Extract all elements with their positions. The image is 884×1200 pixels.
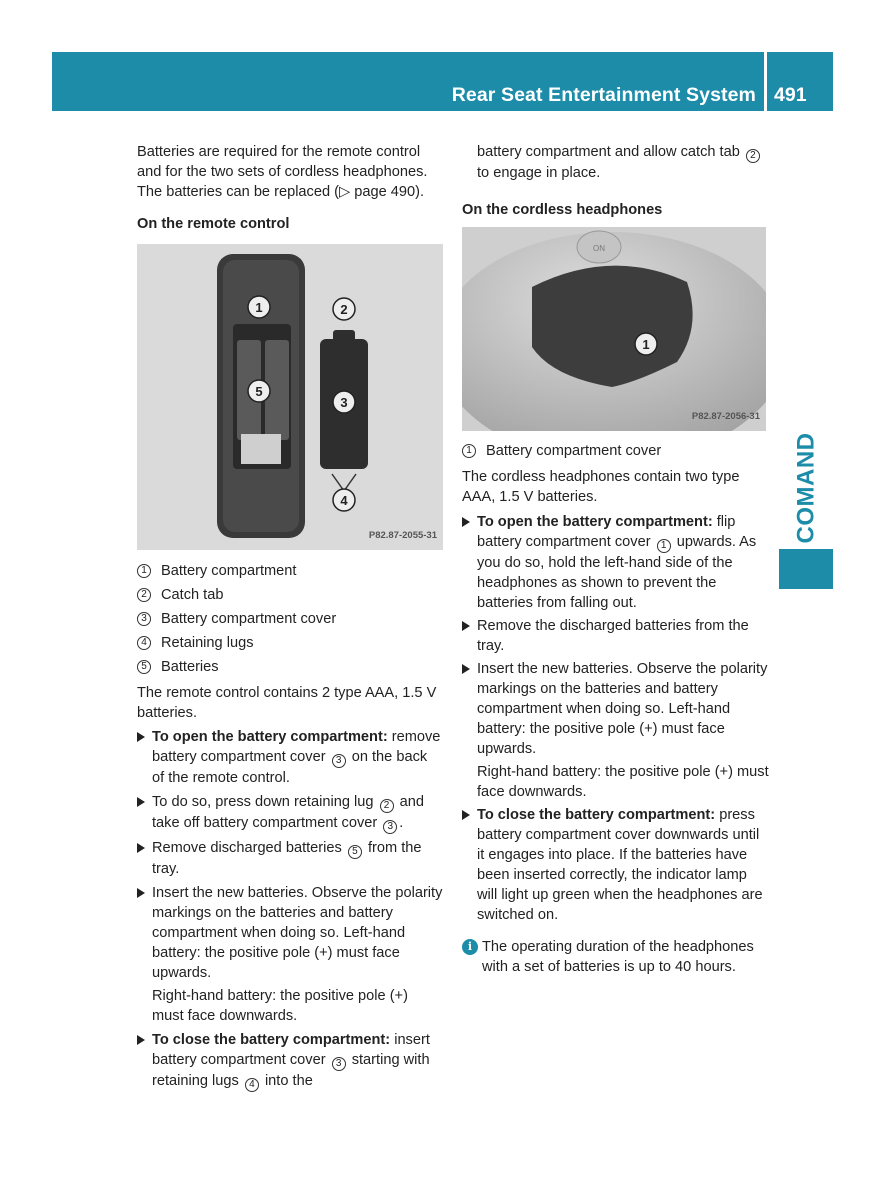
legend-text: Battery compartment (161, 563, 297, 579)
headphones-illustration (462, 227, 766, 431)
callout-3: 3 (332, 1057, 346, 1071)
step-arrow-icon (462, 621, 470, 631)
callout-2: 2 (746, 149, 760, 163)
step-text: press battery compartment cover downwards until it engages into place. If the batteries have been inserted correctly, the indicator lamp will light up green when the headphones are switched on. (477, 807, 763, 923)
step-text: starting with retaining lugs (152, 1052, 430, 1089)
callout-3: 3 (383, 820, 397, 834)
side-tab[interactable] (779, 430, 833, 545)
step-text: Remove discharged batteries (152, 840, 342, 856)
step-text: and take off battery compartment cover (152, 794, 424, 831)
headphones-figure (462, 227, 766, 431)
remote-legend (137, 559, 443, 679)
callout-number: 1 (137, 564, 151, 578)
step-arrow-icon (137, 843, 145, 853)
legend-item (137, 607, 443, 631)
legend-item (137, 631, 443, 655)
step-text: Remove the discharged batteries from the tray. (477, 618, 749, 654)
step-text: Insert the new batteries. Observe the polarity markings on the batteries and battery compartment when doing so. Left-hand battery: the positive pole (+) must face upwards. (152, 885, 443, 981)
page-title: Rear Seat Entertainment System (451, 84, 756, 106)
legend-item (462, 439, 770, 463)
callout-number: 3 (137, 612, 151, 626)
legend-text: Battery compartment cover (161, 611, 337, 627)
remote-control-illustration (137, 244, 443, 550)
step-note: Right-hand battery: the positive pole (+) must face downwards. (152, 988, 408, 1024)
info-icon: i (462, 939, 478, 955)
step-arrow-icon (137, 1035, 145, 1045)
figure-code: P82.87-2056-31 (691, 411, 760, 422)
left-column (137, 142, 443, 1092)
step-text: flip battery compartment cover (477, 514, 736, 550)
step-text: Insert the new batteries. Observe the polarity markings on the batteries and battery compartment when doing so. Left-hand battery: the positive pole (+) must face upwards. (477, 661, 768, 757)
callout-4: 4 (245, 1078, 259, 1092)
right-column (462, 142, 770, 977)
callout-number: 5 (137, 660, 151, 674)
step-heading: To close the battery compartment: (477, 807, 716, 823)
svg-text:5: 5 (255, 384, 263, 399)
svg-text:2: 2 (340, 302, 348, 317)
subheading-remote: On the remote control (137, 216, 290, 232)
step-text: remove battery compartment cover (152, 729, 441, 765)
step-text: . (399, 815, 404, 831)
intro-paragraph: Batteries are required for the remote control and for the two sets of cordless headphones. The batteries can be replaced (▷ page 490). (137, 144, 428, 200)
step-text: upwards. As you do so, hold the left-hand side of the headphones as shown to prevent the batteries from falling out. (477, 534, 757, 611)
step-press-lug (137, 792, 443, 834)
info-text: The operating duration of the headphones with a set of batteries is up to 40 hours. (482, 939, 754, 975)
on-button-label: ON (593, 244, 605, 253)
step-text: on the back of the remote control. (152, 749, 428, 786)
step-close-remote (137, 1030, 443, 1092)
callout-number: 2 (137, 588, 151, 602)
svg-text:1: 1 (255, 300, 263, 315)
step-heading: To open the battery compartment: (152, 729, 388, 745)
step-text: from the tray. (152, 840, 422, 877)
step-close-headphones (462, 805, 770, 925)
callout-number: 1 (462, 444, 476, 458)
step-arrow-icon (462, 517, 470, 527)
svg-text:3: 3 (340, 395, 348, 410)
step-arrow-icon (462, 664, 470, 674)
step-heading: To open the battery compartment: (477, 514, 713, 530)
legend-text: Battery compartment cover (486, 443, 662, 459)
step-text: insert battery compartment cover (152, 1032, 430, 1068)
step-note: Right-hand battery: the positive pole (+) must face downwards. (477, 764, 769, 800)
callout-3: 3 (332, 754, 346, 768)
step-arrow-icon (462, 810, 470, 820)
step-remove-discharged (462, 616, 770, 656)
step-text: into the (264, 1073, 313, 1089)
continuation-text (462, 142, 770, 183)
legend-text: Batteries (161, 659, 219, 675)
callout-number: 4 (137, 636, 151, 650)
callout-2: 2 (380, 799, 394, 813)
svg-text:4: 4 (340, 493, 348, 508)
svg-text:1: 1 (642, 337, 650, 352)
legend-text: Catch tab (161, 587, 224, 603)
headphones-legend (462, 439, 770, 463)
step-text: battery compartment and allow catch tab (477, 144, 740, 160)
step-remove-batteries (137, 838, 443, 879)
step-open-headphones (462, 512, 770, 613)
side-tab-label: COMAND (792, 432, 819, 543)
figure-code: P82.87-2055-31 (368, 530, 437, 541)
step-heading: To close the battery compartment: (152, 1032, 391, 1048)
step-text: to engage in place. (477, 165, 601, 181)
step-arrow-icon (137, 732, 145, 742)
callout-5: 5 (348, 845, 362, 859)
remote-battery-info: The remote control contains 2 type AAA, 1.5 V batteries. (137, 685, 437, 721)
remote-control-figure (137, 244, 443, 550)
step-insert-batteries (137, 883, 443, 983)
legend-item (137, 583, 443, 607)
page-number: 491 (774, 84, 807, 106)
legend-item (137, 559, 443, 583)
step-text: To do so, press down retaining lug (152, 794, 374, 810)
info-note (462, 937, 770, 977)
subheading-headphones: On the cordless headphones (462, 202, 663, 218)
headphones-battery-info: The cordless headphones contain two type AAA, 1.5 V batteries. (462, 469, 740, 505)
legend-text: Retaining lugs (161, 635, 254, 651)
callout-1: 1 (657, 539, 671, 553)
legend-item (137, 655, 443, 679)
step-arrow-icon (137, 888, 145, 898)
side-tab-marker (779, 549, 833, 589)
step-arrow-icon (137, 797, 145, 807)
step-open-remote (137, 727, 443, 788)
header-divider (764, 52, 767, 111)
step-insert-new (462, 659, 770, 759)
